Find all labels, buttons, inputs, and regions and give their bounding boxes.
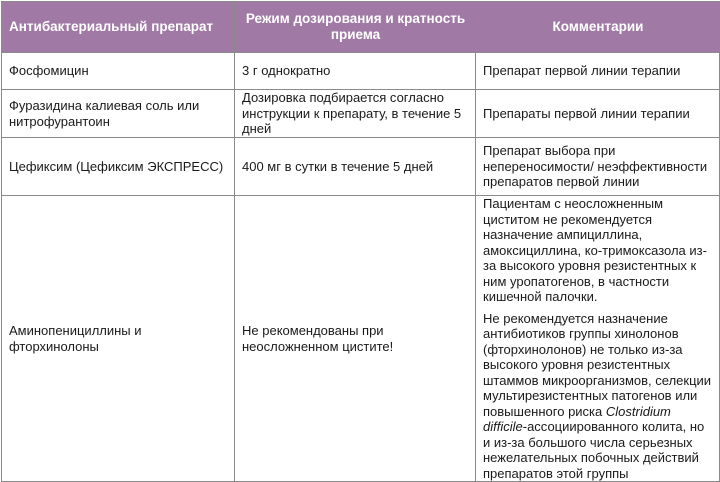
cell-drug: Фуразидина калиевая соль или нитрофурантоин bbox=[2, 90, 235, 138]
comment-paragraph bbox=[483, 311, 713, 482]
table-row bbox=[2, 90, 720, 138]
table-row bbox=[2, 138, 720, 196]
table-row bbox=[2, 196, 720, 482]
antibiotic-table bbox=[1, 1, 720, 482]
header-drug: Антибактериальный препарат bbox=[2, 2, 235, 53]
cell-dosage: 3 г однократно bbox=[235, 53, 476, 90]
comment-text: -ассоциированного колита, но и из-за большого числа серьезных нежелательных побочных действий препаратов этой группы bbox=[483, 419, 705, 481]
cell-dosage: Не рекомендованы при неосложненном цистите! bbox=[235, 196, 476, 482]
cell-drug: Фосфомицин bbox=[2, 53, 235, 90]
cell-dosage: 400 мг в сутки в течение 5 дней bbox=[235, 138, 476, 196]
cell-comment bbox=[476, 196, 720, 482]
cell-dosage: Дозировка подбирается согласно инструкции к препарату, в течение 5 дней bbox=[235, 90, 476, 138]
table-header-row bbox=[2, 2, 720, 53]
cell-drug: Цефиксим (Цефиксим ЭКСПРЕСС) bbox=[2, 138, 235, 196]
cell-drug: Аминопенициллины и фторхинолоны bbox=[2, 196, 235, 482]
header-comments: Комментарии bbox=[476, 2, 720, 53]
cell-comment: Препараты первой линии терапии bbox=[476, 90, 720, 138]
comment-paragraph: Пациентам с неосложненным циститом не рекомендуется назначение ампициллина, амоксициллина, ко-тримоксазола из-за высокого уровня резистентных к ним уропатогенов, в частности кишечной палочки. bbox=[483, 196, 707, 304]
cell-comment: Препарат первой линии терапии bbox=[476, 53, 720, 90]
header-dosage: Режим дозирования и кратность приема bbox=[235, 2, 476, 53]
cell-comment: Препарат выбора при непереносимости/ неэффективности препаратов первой линии bbox=[476, 138, 720, 196]
pathogen-name: Clostridium difficile bbox=[483, 403, 671, 434]
table-row bbox=[2, 53, 720, 90]
comment-text: Не рекомендуется назначение антибиотиков группы хинолонов (фторхинолонов) не только из-за высокого уровня резистентных штаммов микроорганизмов, селекции мультирезистентных патогенов или повышенного риска bbox=[483, 310, 712, 419]
